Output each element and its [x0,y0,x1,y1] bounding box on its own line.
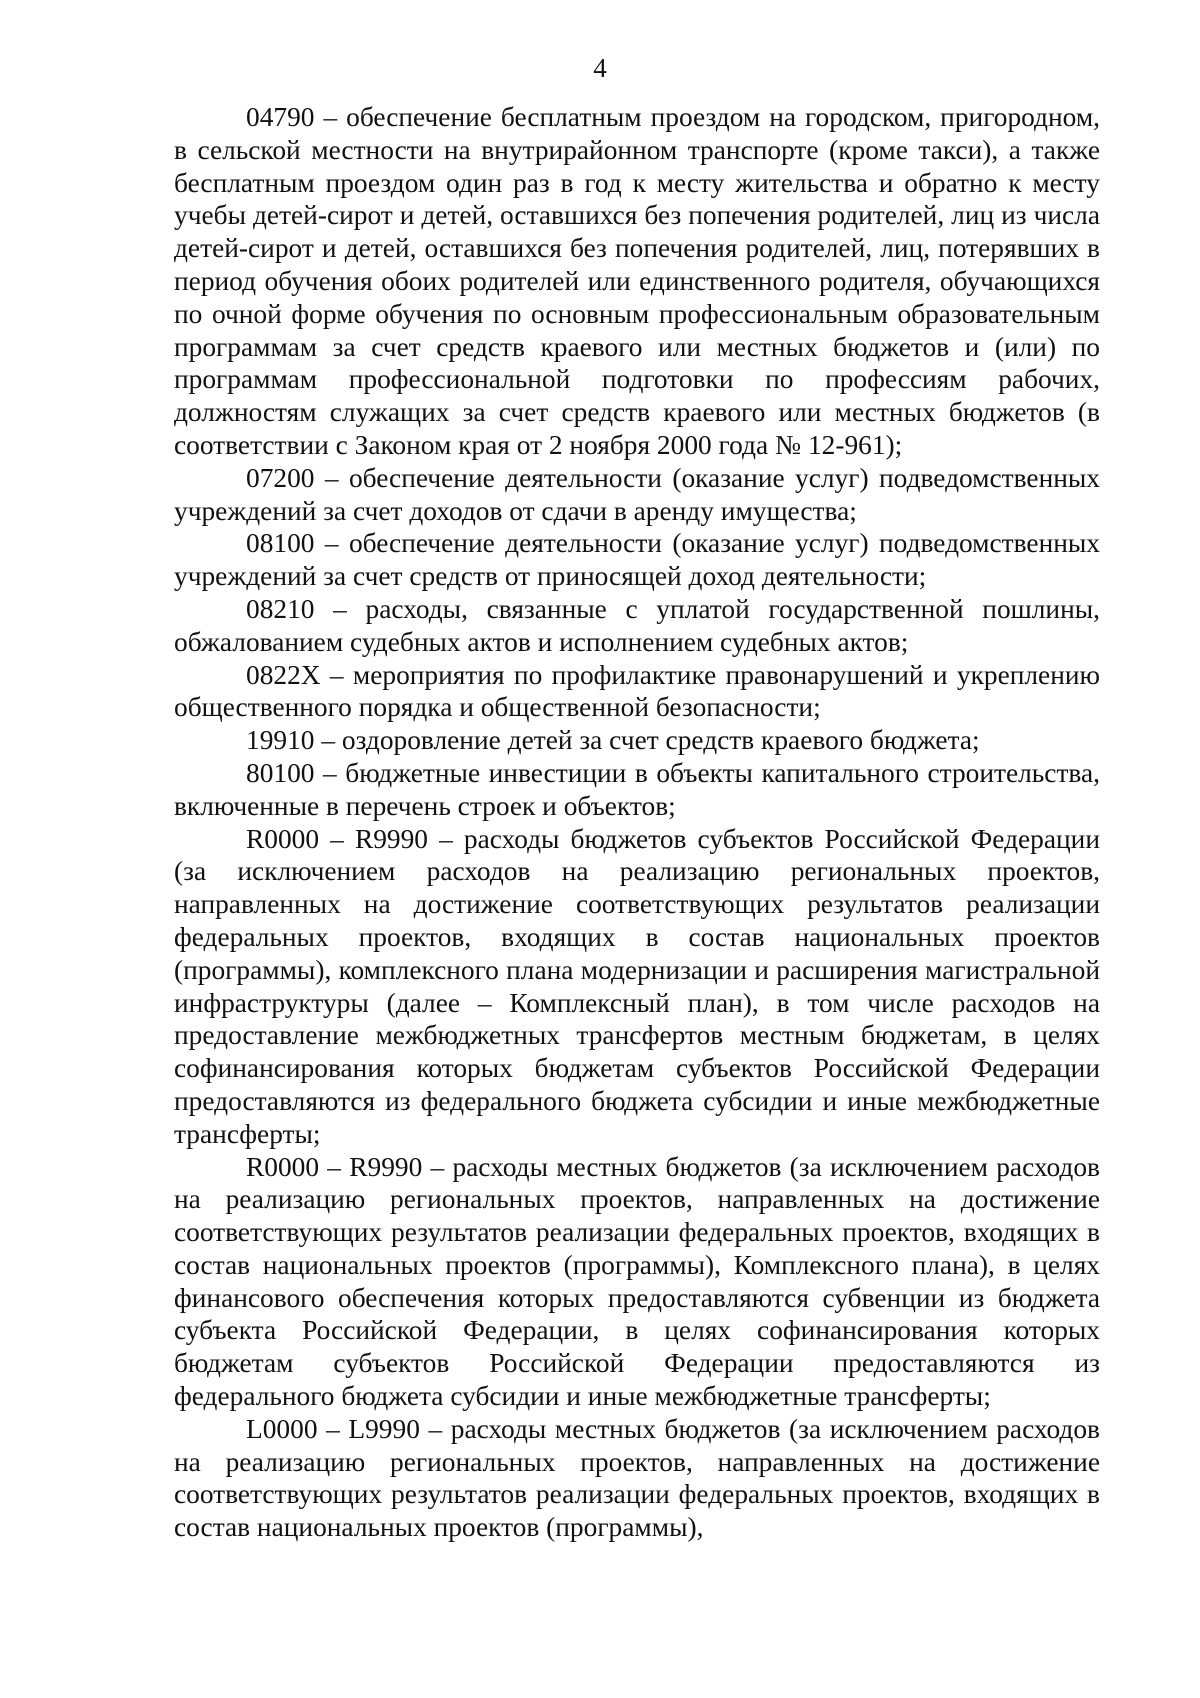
paragraph-08210: 08210 – расходы, связанные с уплатой государственной пошлины, обжалованием судебных актов и исполнением судебных актов; [174,593,1100,657]
paragraph-r0000-r9990-subjects: R0000 – R9990 – расходы бюджетов субъектов Российской Федерации (за исключением расходов на реализацию региональных проектов, направленных на достижение соответствующих результатов реализации федеральных проектов, входящих в состав национальных проектов (программы), комплексного плана модернизации и расширения магистральной инфраструктуры (далее – Комплексный план), в том числе расходов на предоставление межбюджетных трансфертов местным бюджетам, в целях софинансирования которых бюджетам субъектов Российской Федерации предоставляются из федерального бюджета субсидии и иные межбюджетные трансферты; [174,823,1100,1149]
document-body [174,101,1100,1544]
paragraph-04790: 04790 – обеспечение бесплатным проездом на городском, пригородном, в сельской местности на внутрирайонном транспорте (кроме такси), а также бесплатным проездом один раз в год к месту жительства и обратно к месту учебы детей-сирот и детей, оставшихся без попечения родителей, лиц из числа детей-сирот и детей, оставшихся без попечения родителей, лиц, потерявших в период обучения обоих родителей или единственного родителя, обучающихся по очной форме обучения по основным профессиональным образовательным программам за счет средств краевого или местных бюджетов и (или) по программам профессиональной подготовки по профессиям рабочих, должностям служащих за счет средств краевого или местных бюджетов (в соответствии с Законом края от 2 ноября 2000 года № 12-961); [174,102,1100,460]
paragraph-07200: 07200 – обеспечение деятельности (оказание услуг) подведомственных учреждений за счет доходов от сдачи в аренду имущества; [174,462,1100,526]
page-number: 4 [593,53,607,83]
paragraph-0822x: 0822X – мероприятия по профилактике правонарушений и укреплению общественного порядка и общественной безопасности; [174,659,1100,723]
paragraph-08100: 08100 – обеспечение деятельности (оказание услуг) подведомственных учреждений за счет средств от приносящей доход деятельности; [174,528,1100,592]
paragraph-19910: 19910 – оздоровление детей за счет средств краевого бюджета; [246,725,980,756]
paragraph-l0000-l9990: L0000 – L9990 – расходы местных бюджетов (за исключением расходов на реализацию региональных проектов, направленных на достижение соответствующих результатов реализации федеральных проектов, входящих в состав национальных проектов (программы), [174,1413,1100,1543]
paragraph-80100: 80100 – бюджетные инвестиции в объекты капитального строительства, включенные в перечень строек и объектов; [174,757,1100,821]
paragraph-r0000-r9990-local: R0000 – R9990 – расходы местных бюджетов (за исключением расходов на реализацию региональных проектов, направленных на достижение соответствующих результатов реализации федеральных проектов, входящих в состав национальных проектов (программы), Комплексного плана), в целях финансового обеспечения которых предоставляются субвенции из бюджета субъекта Российской Федерации, в целях софинансирования которых бюджетам субъектов Российской Федерации предоставляются из федерального бюджета субсидии и иные межбюджетные трансферты; [174,1151,1100,1412]
